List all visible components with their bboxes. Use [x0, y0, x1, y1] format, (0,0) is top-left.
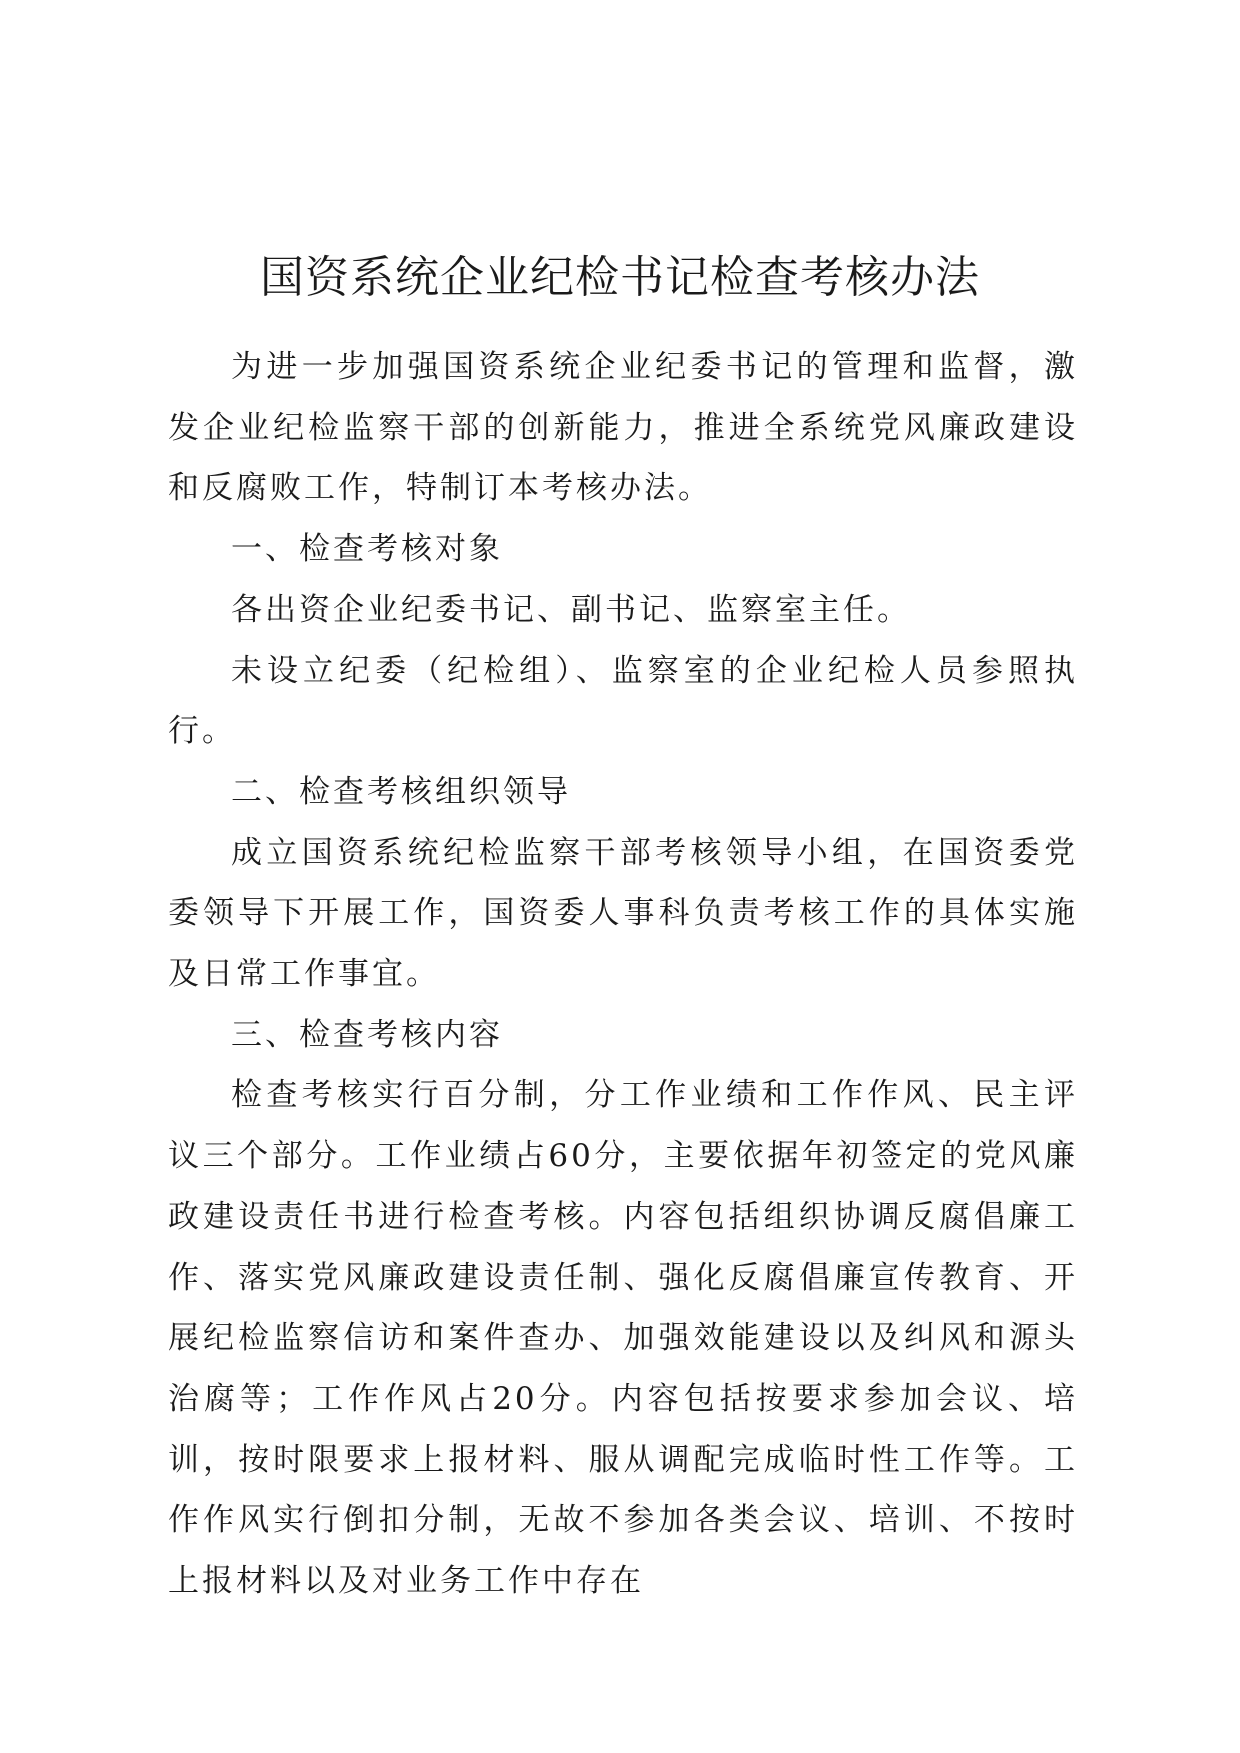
body-paragraph: 成立国资系统纪检监察干部考核领导小组，在国资委党委领导下开展工作，国资委人事科负责考核工作的具体实施及日常工作事宜。 [168, 834, 1078, 993]
body-paragraph: 未设立纪委（纪检组）、监察室的企业纪检人员参照执行。 [168, 652, 1078, 750]
document-title: 国资系统企业纪检书记检查考核办法 [260, 252, 980, 303]
section-heading-3: 三、检查考核内容 [231, 1016, 503, 1053]
section-heading-2: 二、检查考核组织领导 [231, 773, 571, 810]
body-paragraph: 检查考核实行百分制，分工作业绩和工作作风、民主评议三个部分。工作业绩占60分，主要依据年初签定的党风廉政建设责任书进行检查考核。内容包括组织协调反腐倡廉工作、落实党风廉政建设责任制、强化反腐倡廉宣传教育、开展纪检监察信访和案件查办、加强效能建设以及纠风和源头治腐等；工作作风占20分。内容包括按要求参加会议、培训，按时限要求上报材料、服从调配完成临时性工作等。工作作风实行倒扣分制，无故不参加各类会议、培训、不按时上报材料以及对业务工作中存在 [168, 1077, 1078, 1600]
document-body [168, 337, 1078, 1612]
body-paragraph: 各出资企业纪委书记、副书记、监察室主任。 [231, 591, 911, 628]
section-heading-1: 一、检查考核对象 [231, 531, 503, 568]
intro-paragraph: 为进一步加强国资系统企业纪委书记的管理和监督，激发企业纪检监察干部的创新能力，推进全系统党风廉政建设和反腐败工作，特制订本考核办法。 [168, 349, 1078, 507]
